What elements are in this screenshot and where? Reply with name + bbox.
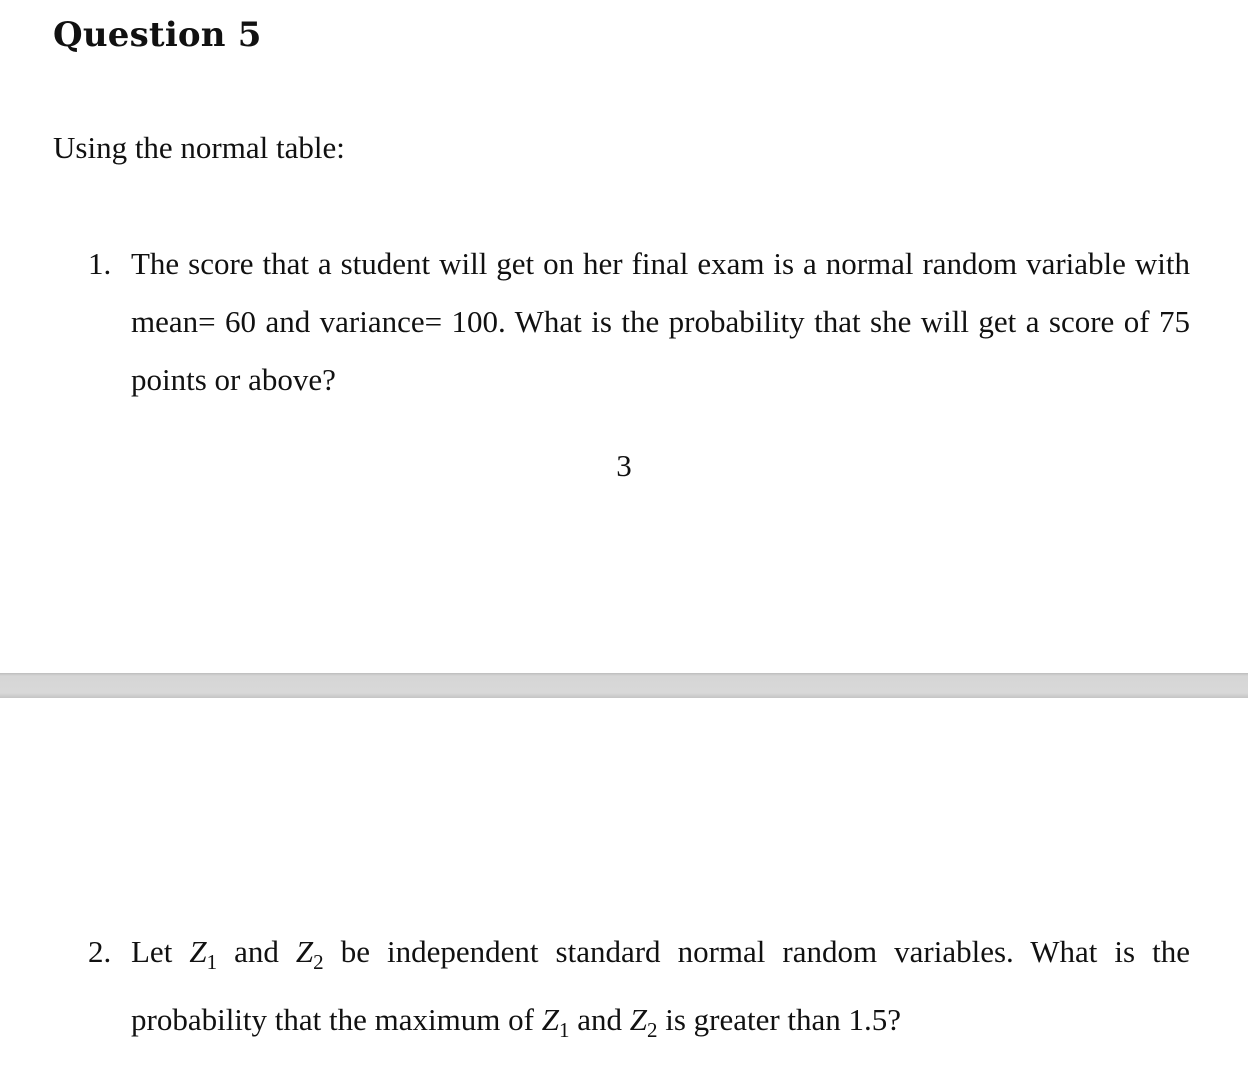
text-run: Let: [131, 934, 190, 969]
text-run: is greater than 1.5?: [657, 1002, 902, 1037]
math-variable: Z: [541, 1002, 559, 1037]
page-number: 3: [616, 448, 632, 483]
question-intro: Using the normal table:: [53, 130, 345, 165]
list-item-1: [88, 235, 1190, 409]
item-text: The score that a student will get on her final exam is a normal random variable with mean= 60 and variance= 100. What is the probability that she will get a score of 75 points or above?: [131, 246, 1190, 397]
math-subscript: 1: [558, 1018, 570, 1042]
math-subscript: 2: [646, 1018, 658, 1042]
item-number: 2.: [88, 934, 112, 969]
math-variable: Z: [295, 934, 314, 969]
list-item-2: [88, 923, 1190, 1059]
math-variable: Z: [629, 1002, 647, 1037]
math-variable: Z: [189, 934, 207, 969]
text-run: be independent standard normal random variables. What is the probability that the maximum of: [131, 934, 1190, 1037]
math-subscript: 1: [206, 950, 218, 974]
math-subscript: 2: [313, 950, 324, 974]
text-run: and: [217, 934, 296, 969]
question-heading: Question 5: [53, 15, 262, 55]
item-text: [131, 923, 1190, 1059]
text-run: and: [569, 1002, 630, 1037]
page-separator: [0, 673, 1248, 698]
item-number: 1.: [88, 246, 112, 281]
